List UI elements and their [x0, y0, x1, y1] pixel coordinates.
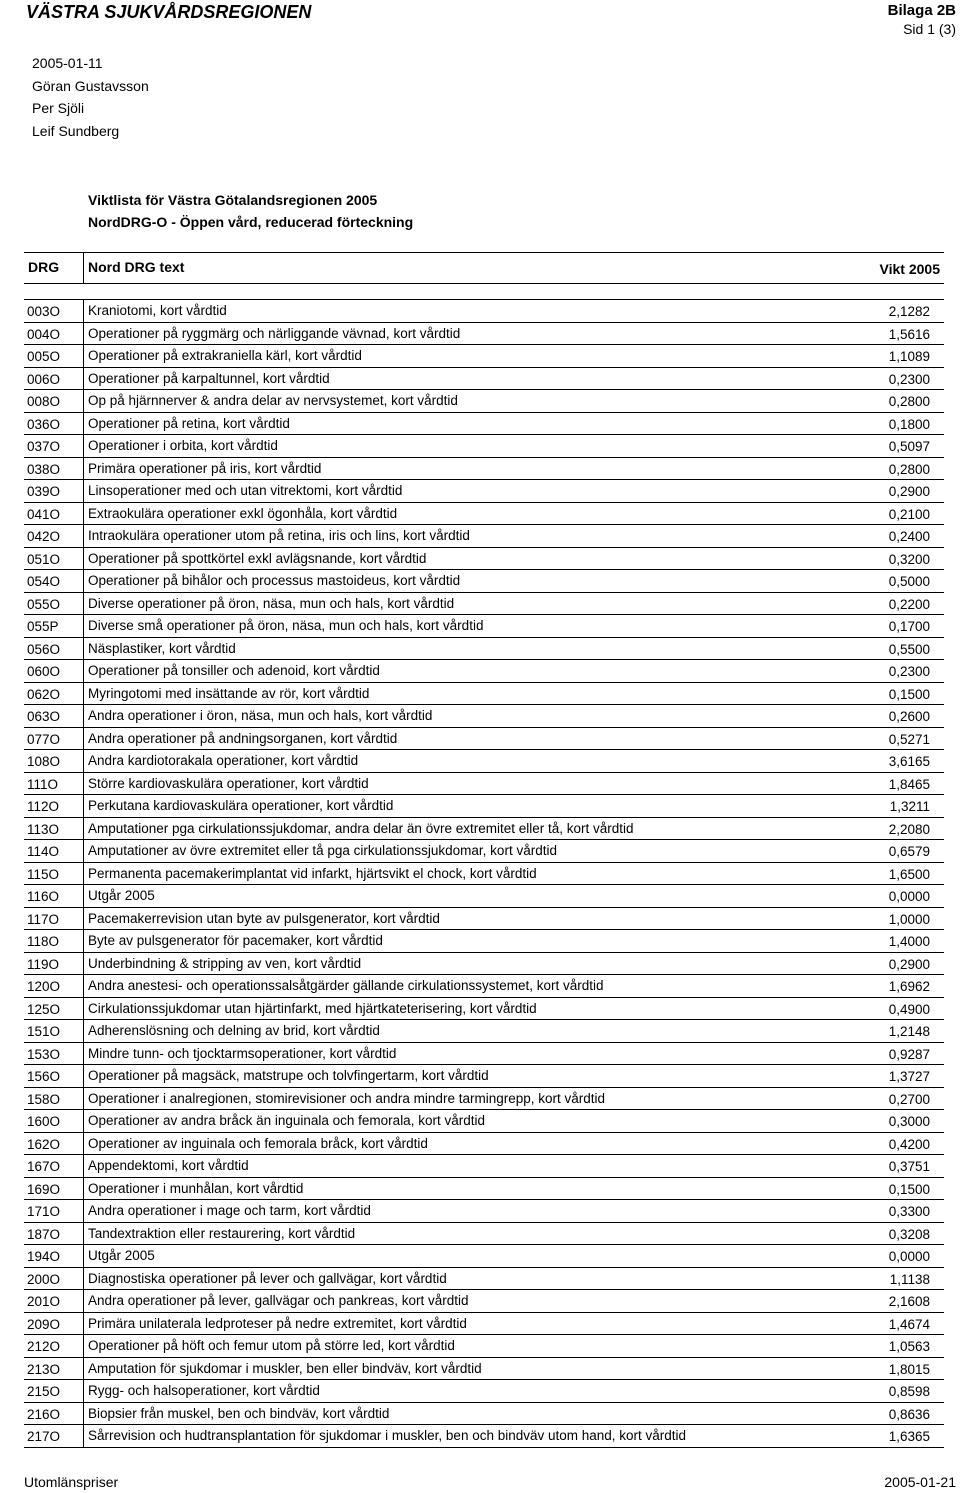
drg-weight: 2,1282: [888, 304, 930, 319]
drg-weight: 1,2148: [888, 1024, 930, 1039]
drg-text: Större kardiovaskulära operationer, kort vårdtid: [83, 773, 369, 796]
document-meta: [32, 55, 149, 145]
drg-text: Amputationer pga cirkulationssjukdomar, andra delar än övre extremitet eller tå, kort vårdtid: [83, 818, 634, 841]
drg-text: Biopsier från muskel, ben och bindväv, kort vårdtid: [83, 1403, 389, 1426]
drg-weight: 0,4200: [888, 1136, 930, 1152]
drg-code: 169O: [27, 1181, 61, 1197]
table-row: [24, 1088, 944, 1111]
drg-code: 156O: [27, 1069, 61, 1084]
drg-weight: 0,5097: [888, 439, 930, 454]
drg-code: 117O: [27, 911, 60, 927]
table-row: [24, 998, 944, 1021]
table-row: [24, 548, 944, 571]
drg-code: 215O: [27, 1384, 61, 1399]
drg-text: Andra anestesi- och operationssalsåtgärder gällande cirkulationssystemet, kort vårdtid: [83, 975, 604, 998]
drg-text: Rygg- och halsoperationer, kort vårdtid: [83, 1380, 320, 1403]
drg-weight: 0,2300: [888, 371, 930, 387]
drg-code: 217O: [27, 1429, 61, 1444]
drg-code: 060O: [27, 664, 61, 679]
table-row: [24, 795, 944, 818]
drg-text: Diverse små operationer på öron, näsa, mun och hals, kort vårdtid: [83, 615, 483, 638]
drg-weight: 0,3300: [888, 1204, 930, 1219]
drg-weight: 1,1138: [889, 1271, 930, 1287]
drg-text: Tandextraktion eller restaurering, kort vårdtid: [83, 1223, 355, 1246]
table-row: [24, 660, 944, 683]
drg-text: Operationer i orbita, kort vårdtid: [83, 435, 278, 458]
drg-weight: 0,1700: [888, 619, 930, 634]
drg-weight: 0,2700: [888, 1091, 930, 1107]
column-header-drg: DRG: [28, 259, 60, 275]
drg-code: 118O: [27, 934, 60, 949]
drg-text: Diverse operationer på öron, näsa, mun och hals, kort vårdtid: [83, 593, 454, 616]
drg-text: Op på hjärnnerver & andra delar av nervsystemet, kort vårdtid: [83, 390, 458, 413]
table-row: [24, 1155, 944, 1178]
drg-text: Utgår 2005: [83, 885, 155, 908]
table-row: [24, 480, 944, 503]
title-line-1: Viktlista för Västra Götalandsregionen 2005: [88, 192, 378, 208]
table-row: [24, 818, 944, 841]
table-row: [24, 930, 944, 953]
drg-code: 108O: [27, 754, 61, 769]
drg-code: 151O: [27, 1024, 61, 1039]
drg-code: 167O: [27, 1159, 61, 1174]
table-row: [24, 413, 944, 436]
title-line-2: NordDRG-O - Öppen vård, reducerad förteckning: [88, 214, 414, 230]
drg-weight: 0,2100: [888, 506, 930, 522]
drg-code: 005O: [27, 349, 61, 364]
drg-code: 055O: [27, 596, 61, 612]
drg-code: 062O: [27, 686, 61, 702]
drg-code: 054O: [27, 574, 61, 589]
table-row: [24, 953, 944, 976]
drg-text: Andra operationer på lever, gallvägar och pankreas, kort vårdtid: [83, 1290, 468, 1313]
drg-weight: 1,5616: [888, 326, 930, 342]
drg-weight: 1,3727: [888, 1069, 930, 1084]
drg-text: Appendektomi, kort vårdtid: [83, 1155, 249, 1178]
drg-weight: 0,4900: [888, 1001, 930, 1017]
drg-weight: 0,0000: [888, 1249, 930, 1264]
drg-text: Operationer på spottkörtel exkl avlägsnande, kort vårdtid: [83, 548, 426, 571]
drg-code: 038O: [27, 461, 61, 477]
drg-weight: 0,1500: [888, 686, 930, 702]
drg-text: Intraokulära operationer utom på retina, iris och lins, kort vårdtid: [83, 525, 470, 548]
drg-code: 037O: [27, 439, 61, 454]
table-row: [24, 1358, 944, 1381]
drg-code: 187O: [27, 1226, 61, 1242]
drg-code: 201O: [27, 1294, 61, 1309]
drg-weight: 0,5500: [888, 641, 930, 657]
drg-text: Operationer på karpaltunnel, kort vårdtid: [83, 368, 330, 391]
drg-text: Andra operationer på andningsorganen, kort vårdtid: [83, 728, 397, 751]
drg-code: 041O: [27, 506, 61, 522]
drg-text: Primära operationer på iris, kort vårdtid: [83, 458, 321, 481]
drg-text: Byte av pulsgenerator för pacemaker, kort vårdtid: [83, 930, 383, 953]
drg-code: 003O: [27, 304, 61, 319]
organization-name: VÄSTRA SJUKVÅRDSREGIONEN: [26, 2, 312, 22]
table-row: [24, 435, 944, 458]
drg-weight: 1,4000: [888, 934, 930, 949]
drg-weight: 0,2400: [888, 529, 930, 544]
drg-weight: 1,1089: [888, 349, 930, 364]
drg-code: 115O: [27, 866, 60, 882]
drg-code: 113O: [27, 821, 60, 837]
drg-code: 006O: [27, 371, 61, 387]
drg-weight: 0,6579: [888, 844, 930, 859]
drg-weight: 2,1608: [888, 1294, 930, 1309]
drg-weight: 0,2900: [888, 956, 930, 972]
drg-weight: 1,6365: [888, 1429, 930, 1444]
drg-code: 213O: [27, 1361, 61, 1377]
table-row: [24, 1200, 944, 1223]
drg-text: Operationer på retina, kort vårdtid: [83, 413, 290, 436]
drg-weight: 0,2800: [888, 461, 930, 477]
drg-code: 125O: [27, 1001, 61, 1017]
drg-code: 212O: [27, 1339, 61, 1354]
drg-code: 004O: [27, 326, 61, 342]
table-row: [24, 1133, 944, 1156]
table-row: [24, 570, 944, 593]
table-row: [24, 908, 944, 931]
author-name: Leif Sundberg: [32, 122, 120, 139]
drg-text: Kraniotomi, kort vårdtid: [83, 300, 227, 323]
drg-text: Operationer av andra bråck än inguinala och femorala, kort vårdtid: [83, 1110, 485, 1133]
table-row: [24, 773, 944, 796]
table-row: [24, 1223, 944, 1246]
document-date: 2005-01-11: [32, 55, 103, 71]
drg-weight: 1,8015: [888, 1361, 930, 1377]
table-row: [24, 1245, 944, 1268]
drg-text: Linsoperationer med och utan vitrektomi, kort vårdtid: [83, 480, 402, 503]
drg-code: 039O: [27, 484, 61, 499]
footer-label: Utomlänspriser: [24, 1474, 119, 1490]
author-name: Per Sjöli: [32, 100, 85, 116]
drg-weight: 0,8598: [888, 1384, 930, 1399]
drg-text: Andra operationer i öron, näsa, mun och hals, kort vårdtid: [83, 705, 432, 728]
drg-code: 194O: [27, 1249, 61, 1264]
drg-code: 200O: [27, 1271, 61, 1287]
table-row: [24, 1178, 944, 1201]
appendix-label: Bilaga 2B: [887, 2, 956, 19]
column-divider: [83, 253, 84, 283]
drg-code: 153O: [27, 1046, 61, 1062]
drg-text: Amputationer av övre extremitet eller tå pga cirkulationssjukdomar, kort vårdtid: [83, 840, 557, 863]
table-row: [24, 728, 944, 751]
drg-text: Diagnostiska operationer på lever och gallvägar, kort vårdtid: [83, 1268, 447, 1291]
drg-code: 042O: [27, 529, 61, 544]
table-row: [24, 390, 944, 413]
drg-weight: 1,8465: [888, 776, 930, 792]
table-row: [24, 615, 944, 638]
drg-code: 116O: [27, 889, 60, 904]
drg-weight: 1,4674: [888, 1316, 930, 1332]
table-row: [24, 323, 944, 346]
drg-code: 216O: [27, 1406, 61, 1422]
page-number: Sid 1 (3): [903, 21, 956, 37]
drg-code: 111O: [27, 776, 59, 792]
table-row: [24, 458, 944, 481]
table-row: [24, 300, 944, 323]
drg-weight: 0,5271: [888, 731, 930, 747]
drg-code: 008O: [27, 394, 61, 409]
footer-date: 2005-01-21: [884, 1474, 956, 1490]
drg-text: Operationer i munhålan, kort vårdtid: [83, 1178, 303, 1201]
table-header: [24, 252, 944, 284]
author-name: Göran Gustavsson: [32, 77, 149, 94]
drg-text: Extraokulära operationer exkl ögonhåla, kort vårdtid: [83, 503, 397, 526]
drg-text: Operationer på bihålor och processus mastoideus, kort vårdtid: [83, 570, 460, 593]
drg-weight: 1,6500: [888, 866, 930, 882]
drg-code: 160O: [27, 1114, 61, 1129]
drg-weight: 0,8636: [888, 1406, 930, 1422]
drg-code: 171O: [27, 1204, 61, 1219]
drg-text: Andra operationer i mage och tarm, kort vårdtid: [83, 1200, 371, 1223]
drg-weight: 1,3211: [889, 799, 930, 814]
table-row: [24, 1268, 944, 1291]
drg-text: Operationer på extrakraniella kärl, kort vårdtid: [83, 345, 362, 368]
drg-text: Operationer av inguinala och femorala bråck, kort vårdtid: [83, 1133, 428, 1156]
table-row: [24, 1110, 944, 1133]
drg-text: Operationer på höft och femur utom på större led, kort vårdtid: [83, 1335, 455, 1358]
table-row: [24, 683, 944, 706]
drg-weight: 0,3200: [888, 551, 930, 567]
drg-text: Cirkulationssjukdomar utan hjärtinfarkt, med hjärtkateterisering, kort vårdtid: [83, 998, 537, 1021]
table-row: [24, 750, 944, 773]
column-header-text: Nord DRG text: [88, 259, 185, 275]
drg-text: Mindre tunn- och tjocktarmsoperationer, kort vårdtid: [83, 1043, 396, 1066]
drg-code: 051O: [27, 551, 61, 567]
drg-text: Primära unilaterala ledproteser på nedre extremitet, kort vårdtid: [83, 1313, 467, 1336]
table-row: [24, 1313, 944, 1336]
table-row: [24, 863, 944, 886]
drg-weight: 0,3000: [888, 1114, 930, 1129]
table-row: [24, 1403, 944, 1426]
drg-weight: 1,0000: [888, 911, 930, 927]
drg-code: 209O: [27, 1316, 61, 1332]
drg-code: 158O: [27, 1091, 61, 1107]
drg-weight: 3,6165: [888, 754, 930, 769]
drg-weight: 0,2300: [888, 664, 930, 679]
drg-text: Operationer i analregionen, stomirevisioner och andra mindre tarmingrepp, kort vårdtid: [83, 1088, 605, 1111]
drg-text: Sårrevision och hudtransplantation för sjukdomar i muskler, ben och bindväv utom hand, kort vårdtid: [83, 1425, 686, 1448]
drg-text: Pacemakerrevision utan byte av pulsgenerator, kort vårdtid: [83, 908, 440, 931]
table-row: [24, 1043, 944, 1066]
drg-code: 162O: [27, 1136, 61, 1152]
drg-text: Underbindning & stripping av ven, kort vårdtid: [83, 953, 361, 976]
table-row: [24, 1380, 944, 1403]
drg-text: Perkutana kardiovaskulära operationer, kort vårdtid: [83, 795, 393, 818]
drg-weight: 0,3208: [888, 1226, 930, 1242]
column-header-weight: Vikt 2005: [879, 261, 940, 277]
drg-code: 055P: [27, 619, 59, 634]
drg-weight: 0,9287: [888, 1046, 930, 1062]
table-row: [24, 368, 944, 391]
drg-weight: 0,5000: [888, 574, 930, 589]
drg-code: 119O: [27, 956, 60, 972]
table-row: [24, 345, 944, 368]
drg-text: Andra kardiotorakala operationer, kort vårdtid: [83, 750, 358, 773]
drg-code: 063O: [27, 709, 61, 724]
drg-code: 112O: [27, 799, 60, 814]
drg-text: Permanenta pacemakerimplantat vid infarkt, hjärtsvikt el chock, kort vårdtid: [83, 863, 537, 886]
drg-weight: 0,3751: [888, 1159, 930, 1174]
drg-code: 120O: [27, 979, 61, 994]
table-row: [24, 638, 944, 661]
drg-code: 077O: [27, 731, 61, 747]
drg-text: Adherenslösning och delning av brid, kort vårdtid: [83, 1020, 380, 1043]
table-row: [24, 593, 944, 616]
drg-weight: 0,2800: [888, 394, 930, 409]
table-row: [24, 975, 944, 998]
table-row: [24, 1335, 944, 1358]
table-row: [24, 525, 944, 548]
drg-text: Operationer på magsäck, matstrupe och tolvfingertarm, kort vårdtid: [83, 1065, 489, 1088]
table-row: [24, 1020, 944, 1043]
table-row: [24, 840, 944, 863]
drg-text: Amputation för sjukdomar i muskler, ben eller bindväv, kort vårdtid: [83, 1358, 482, 1381]
drg-weight: 0,1800: [888, 416, 930, 432]
drg-text: Utgår 2005: [83, 1245, 155, 1268]
drg-text: Operationer på ryggmärg och närliggande vävnad, kort vårdtid: [83, 323, 460, 346]
drg-weight: 0,2600: [888, 709, 930, 724]
drg-weight: 2,2080: [888, 821, 930, 837]
drg-code: 036O: [27, 416, 61, 432]
drg-text: Myringotomi med insättande av rör, kort vårdtid: [83, 683, 369, 706]
drg-text: Näsplastiker, kort vårdtid: [83, 638, 236, 661]
table-row: [24, 705, 944, 728]
drg-weight: 0,1500: [888, 1181, 930, 1197]
drg-weight: 0,2900: [888, 484, 930, 499]
drg-text: Operationer på tonsiller och adenoid, kort vårdtid: [83, 660, 380, 683]
drg-weight-table: [24, 299, 944, 1448]
drg-code: 114O: [27, 844, 60, 859]
drg-weight: 1,0563: [888, 1339, 930, 1354]
drg-weight: 1,6962: [888, 979, 930, 994]
drg-weight: 0,0000: [888, 889, 930, 904]
table-row: [24, 503, 944, 526]
table-row: [24, 1065, 944, 1088]
table-row: [24, 885, 944, 908]
drg-code: 056O: [27, 641, 61, 657]
document-title: [88, 191, 413, 235]
drg-weight: 0,2200: [888, 596, 930, 612]
table-row: [24, 1290, 944, 1313]
table-row: [24, 1425, 944, 1448]
